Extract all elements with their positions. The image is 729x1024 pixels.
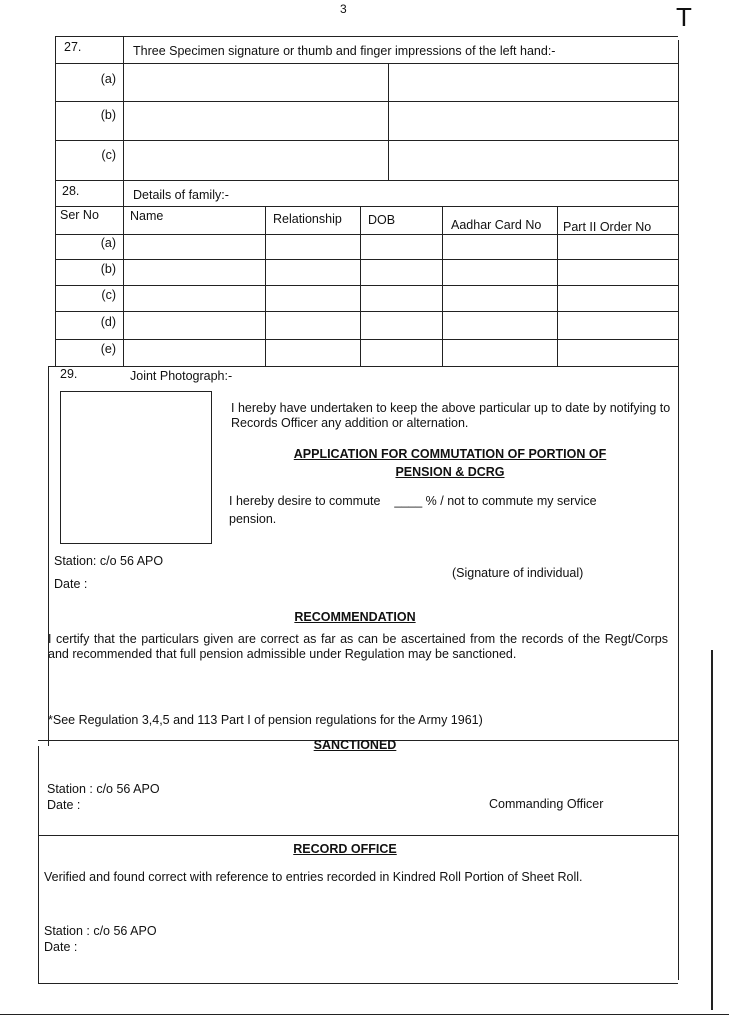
item-28-title: Details of family:- <box>133 188 229 202</box>
section-divider <box>38 835 678 836</box>
row-line <box>55 140 678 141</box>
family-row-c: (c) <box>101 288 116 302</box>
commutation-heading-2: PENSION & DCRG <box>395 465 505 479</box>
item-27-number: 27. <box>64 40 82 54</box>
item-29-number: 29. <box>60 367 78 381</box>
border-left-2 <box>48 366 49 746</box>
family-row-d: (d) <box>100 315 116 329</box>
row-line <box>55 101 678 102</box>
signature-label: (Signature of individual) <box>452 566 584 580</box>
header-name: Name <box>130 209 164 223</box>
record-office-station: Station : c/o 56 APO <box>44 924 157 938</box>
border-bottom <box>38 983 678 984</box>
border-right <box>678 40 679 980</box>
row-line <box>55 234 678 235</box>
date-field: Date : <box>54 577 88 591</box>
scan-edge <box>0 1014 729 1015</box>
commute-text-c: pension. <box>229 512 277 526</box>
family-row-b: (b) <box>100 262 116 276</box>
recommendation-heading: RECOMMENDATION <box>294 610 416 624</box>
family-row-e: (e) <box>100 342 116 356</box>
row-line <box>55 259 678 260</box>
row-line <box>55 180 678 181</box>
sig-row-c-label: (c) <box>101 148 116 162</box>
record-office-heading: RECORD OFFICE <box>293 842 397 856</box>
sig-row-a-label: (a) <box>100 72 116 86</box>
item-27-title: Three Specimen signature or thumb and finger impressions of the left hand:- <box>133 44 556 58</box>
col-divider <box>388 63 389 180</box>
col-divider <box>442 206 443 366</box>
commanding-officer-label: Commanding Officer <box>489 797 604 811</box>
row-line <box>55 206 678 207</box>
row-line <box>55 311 678 312</box>
col-divider <box>265 206 266 366</box>
commutation-heading-1: APPLICATION FOR COMMUTATION OF PORTION OF <box>293 447 607 461</box>
station-field: Station: c/o 56 APO <box>54 554 164 568</box>
recommendation-text: I certify that the particulars given are correct as far as can be ascertained from the records of the Regt/Corps and recommended that full pension admissible under Regulation may be sanctioned. <box>48 632 668 661</box>
row-line <box>55 63 678 64</box>
family-row-a: (a) <box>100 236 116 250</box>
header-aadhar: Aadhar Card No <box>451 218 542 232</box>
record-office-date: Date : <box>44 940 78 954</box>
commute-text-a: I hereby desire to commute <box>229 494 381 508</box>
recommendation-footnote: *See Regulation 3,4,5 and 113 Part I of pension regulations for the Army 1961) <box>48 713 483 727</box>
border-top <box>55 36 678 37</box>
sig-row-b-label: (b) <box>100 108 116 122</box>
col-divider <box>557 206 558 366</box>
sanctioned-heading: SANCTIONED <box>313 738 397 752</box>
col-divider <box>123 36 124 366</box>
item-28-number: 28. <box>62 184 80 198</box>
item-29-title: Joint Photograph:- <box>130 369 233 383</box>
sanctioned-date: Date : <box>47 798 81 812</box>
commute-text-b: % / not to commute my service <box>425 494 597 508</box>
margin-line <box>711 650 713 1010</box>
page-number: 3 <box>340 2 347 16</box>
header-ser-no: Ser No <box>60 208 99 222</box>
record-office-text: Verified and found correct with reference to entries recorded in Kindred Roll Portion of Sheet Roll. <box>44 870 583 884</box>
sanctioned-station: Station : c/o 56 APO <box>47 782 160 796</box>
undertaking-text: I hereby have undertaken to keep the above particular up to date by notifying to Records Officer any addition or alternation. <box>231 401 671 430</box>
corner-mark: T <box>676 2 692 32</box>
row-line <box>48 366 678 367</box>
col-divider <box>360 206 361 366</box>
commute-text <box>229 494 597 508</box>
row-line <box>55 339 678 340</box>
header-part2-order: Part II Order No <box>563 220 652 234</box>
row-line <box>55 285 678 286</box>
header-dob: DOB <box>368 213 396 227</box>
border-left <box>55 36 56 366</box>
photo-box <box>60 391 212 544</box>
header-relationship: Relationship <box>273 212 342 226</box>
border-left-3 <box>38 746 39 984</box>
commute-percent-blank[interactable]: ____ <box>394 494 423 508</box>
